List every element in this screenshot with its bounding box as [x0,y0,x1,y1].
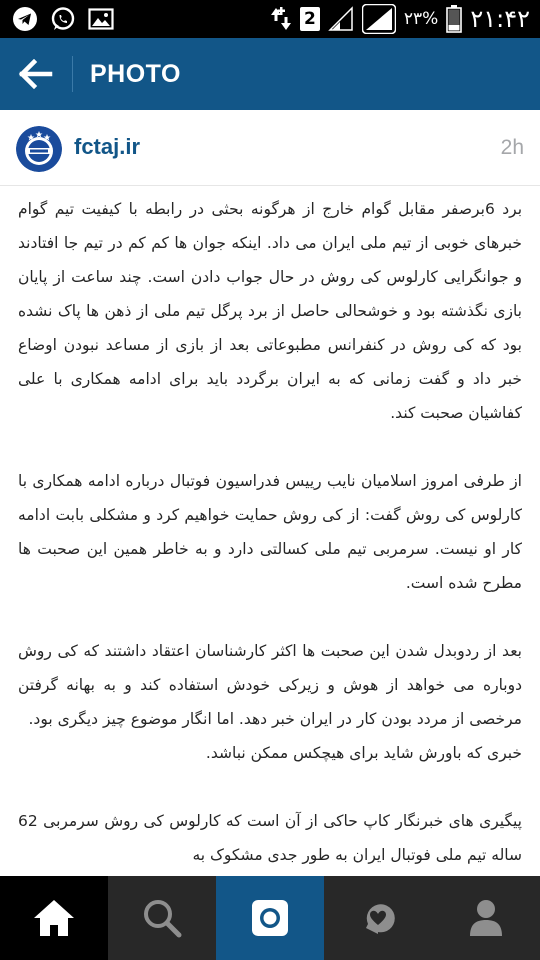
page-title: PHOTO [90,60,181,88]
back-arrow-icon [18,59,54,89]
clock: ۲۱:۴۲ [470,5,530,33]
esteghlal-logo-icon [16,126,62,172]
telegram-icon [12,6,38,32]
caption-paragraph: از طرفی امروز اسلامیان نایب رییس فدراسیون فوتبال درباره ادامه همکاری با کارلوس کی روش گفت: از کی روش حمایت خواهیم کرد و مشکلی بابت ادامه کار او نیست. سرمربی تیم ملی کسالتی دارد و به خاطر همین این صحبت ها مطرح شده است. [18,472,522,592]
caption-paragraph: برد 6برصفر مقابل گوام خارج از هرگونه بحثی در رابطه با کیفیت تیم گوام خبرهای خوبی از تیم ملی ایران می داد. اینکه جوان ها کم کم در تیم جا افتادند و جوانگرایی کارلوس کی روش در حال جواب دادن است. چند ساعت از پایان بازی نگذشته بود و خوشحالی حاصل از برد پرگل تیم ملی از ذهن ها پاک نشده بود که کی روش در کنفرانس مطبوعاتی بعد از بازی از مساعد نبودن اوضاع خبر داد و گفت زمانی که به ایران برگردد باید برای ادامه همکاری با علی کفاشیان صحبت کند. [18,200,522,422]
signal-icon [362,4,396,34]
activity-heart-icon [358,898,398,938]
caption-paragraph: پیگیری های خبرنگار کاپ حاکی از آن است که کارلوس کی روش سرمربی 62 ساله تیم ملی فوتبال ایران به طور جدی مشکوک به [18,812,522,864]
avatar[interactable] [16,126,62,172]
battery-percent: ۲۳% [403,9,439,29]
post-timestamp: 2h [500,136,524,159]
app-bar-divider [72,56,73,92]
nav-camera-tab[interactable] [216,876,324,960]
nav-activity-tab[interactable] [324,876,432,960]
nav-profile-tab[interactable] [432,876,540,960]
post-caption [18,188,522,876]
sim-slot-badge: 2 [300,7,320,31]
app-bar [0,38,540,110]
back-button[interactable] [0,38,72,110]
data-arrows-icon [270,6,292,32]
signal-weak-icon [328,6,354,32]
bottom-nav [0,876,540,960]
profile-icon [468,898,504,938]
status-bar [0,0,540,38]
gallery-icon [88,6,114,32]
username-link[interactable]: fctaj.ir [74,134,141,159]
camera-icon [250,898,290,938]
whatsapp-icon [50,6,76,32]
post-header [0,110,540,186]
search-icon [142,898,182,938]
nav-search-tab[interactable] [108,876,216,960]
home-icon [32,898,76,938]
nav-home-tab[interactable] [0,876,108,960]
caption-paragraph: بعد از ردوبدل شدن این صحبت ها اکثر کارشناسان اعتقاد داشتند که کی روش دوباره می خواهد از هوش و زیرکی خودش استفاده کند و به بهانه گرفتن مرخصی از مردد بودن کار در ایران خبر دهد. اما انگار موضوع چیز دیگری بود. [18,642,522,728]
battery-icon [446,5,462,33]
caption-paragraph: خبری که باورش شاید برای هیچکس ممکن نباشد. [205,744,522,762]
